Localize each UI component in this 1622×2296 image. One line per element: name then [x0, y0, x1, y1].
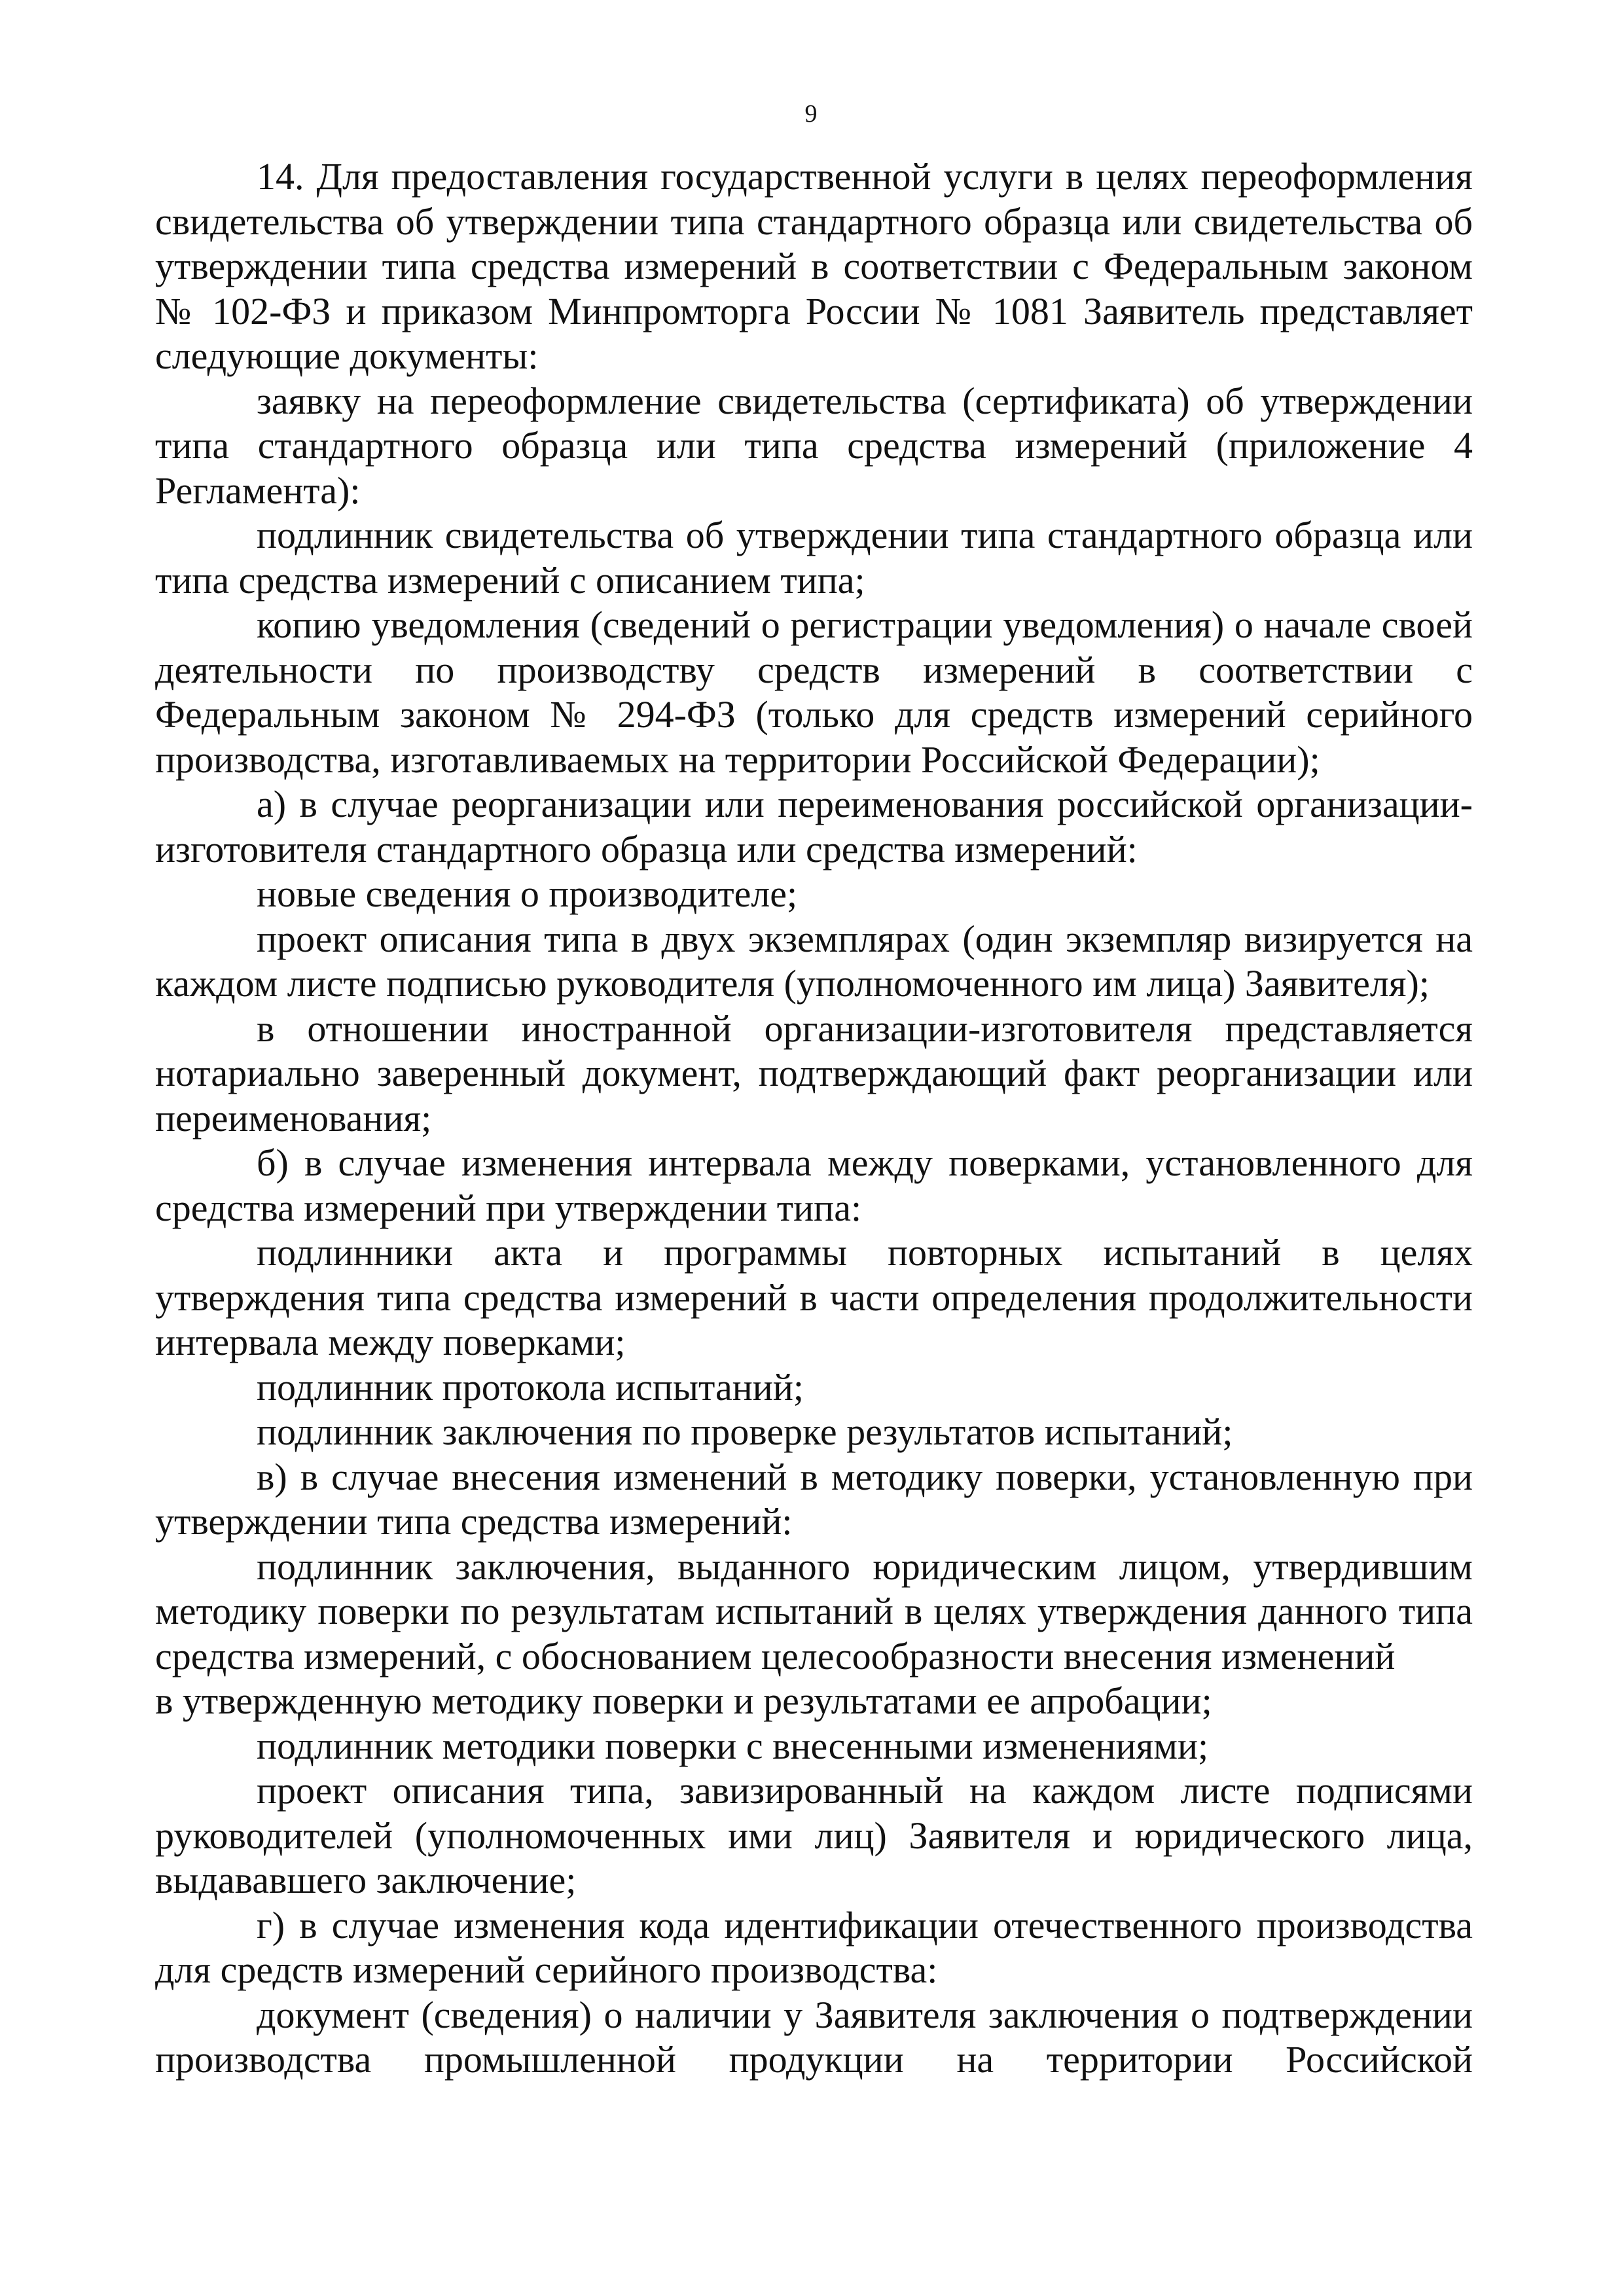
list-item-test-act-originals: подлинники акта и программы повторных испытаний в целях утверждения типа средства измерений в части определения продолжительности интервала между поверками; — [155, 1231, 1473, 1363]
list-item-legal-entity-conclusion: подлинник заключения, выданного юридическим лицом, утвердившим методику поверки по результатам испытаний в целях утверждения данного типа средства измерений, с обоснованием целесообразности внесения изменений — [155, 1545, 1473, 1677]
subpoint-a: а) в случае реорганизации или переименования российской организации-изготовителя стандартного образца или средства измерений: — [155, 783, 1473, 870]
list-item-new-manufacturer-info: новые сведения о производителе; — [257, 872, 798, 915]
list-item-legal-entity-conclusion-continued: в утвержденную методику поверки и результатами ее апробации; — [155, 1679, 1212, 1722]
list-item-test-protocol: подлинник протокола испытаний; — [257, 1365, 804, 1408]
list-item-notification-copy: копию уведомления (сведений о регистрации уведомления) о начале своей деятельности по производству средств измерений в соответствии с Федеральным законом № 294-ФЗ (только для средств измерений серийного производства, изготавливаемых на территории Российской Федерации); — [155, 603, 1473, 781]
subpoint-v: в) в случае внесения изменений в методику поверки, установленную при утверждении типа средства измерений: — [155, 1455, 1473, 1543]
document-body — [155, 154, 1473, 2083]
page-number: 9 — [804, 100, 818, 128]
list-item-type-description-draft: проект описания типа в двух экземплярах (один экземпляр визируется на каждом листе подписью руководителя (уполномоченного им лица) Заявителя); — [155, 917, 1473, 1005]
list-item-amended-methodology: подлинник методики поверки с внесенными изменениями; — [257, 1724, 1209, 1767]
list-item-original-certificate: подлинник свидетельства об утверждении типа стандартного образца или типа средства измерений с описанием типа; — [155, 514, 1473, 601]
paragraph-14: 14. Для предоставления государственной услуги в целях переоформления свидетельства об утверждении типа стандартного образца или свидетельства об утверждении типа средства измерений в соответствии с Федеральным законом № 102-ФЗ и приказом Минпромторга России № 1081 Заявитель представляет следующие документы: — [155, 155, 1473, 377]
list-item-application: заявку на переоформление свидетельства (сертификата) об утверждении типа стандартного образца или типа средства измерений (приложение 4 Регламента): — [155, 379, 1473, 512]
list-item-production-confirmation: документ (сведения) о наличии у Заявителя заключения о подтверждении производства промышленной продукции на территории Российской — [155, 1993, 1473, 2081]
subpoint-b: б) в случае изменения интервала между поверками, установленного для средства измерений при утверждении типа: — [155, 1141, 1473, 1229]
list-item-endorsed-type-description: проект описания типа, завизированный на каждом листе подписями руководителей (уполномоченных ими лиц) Заявителя и юридического лица, выдававшего заключение; — [155, 1769, 1473, 1901]
list-item-test-results-conclusion: подлинник заключения по проверке результатов испытаний; — [257, 1410, 1233, 1453]
subpoint-g: г) в случае изменения кода идентификации отечественного производства для средств измерений серийного производства: — [155, 1903, 1473, 1991]
list-item-foreign-manufacturer: в отношении иностранной организации-изготовителя представляется нотариально заверенный документ, подтверждающий факт реорганизации или переименования; — [155, 1007, 1473, 1139]
